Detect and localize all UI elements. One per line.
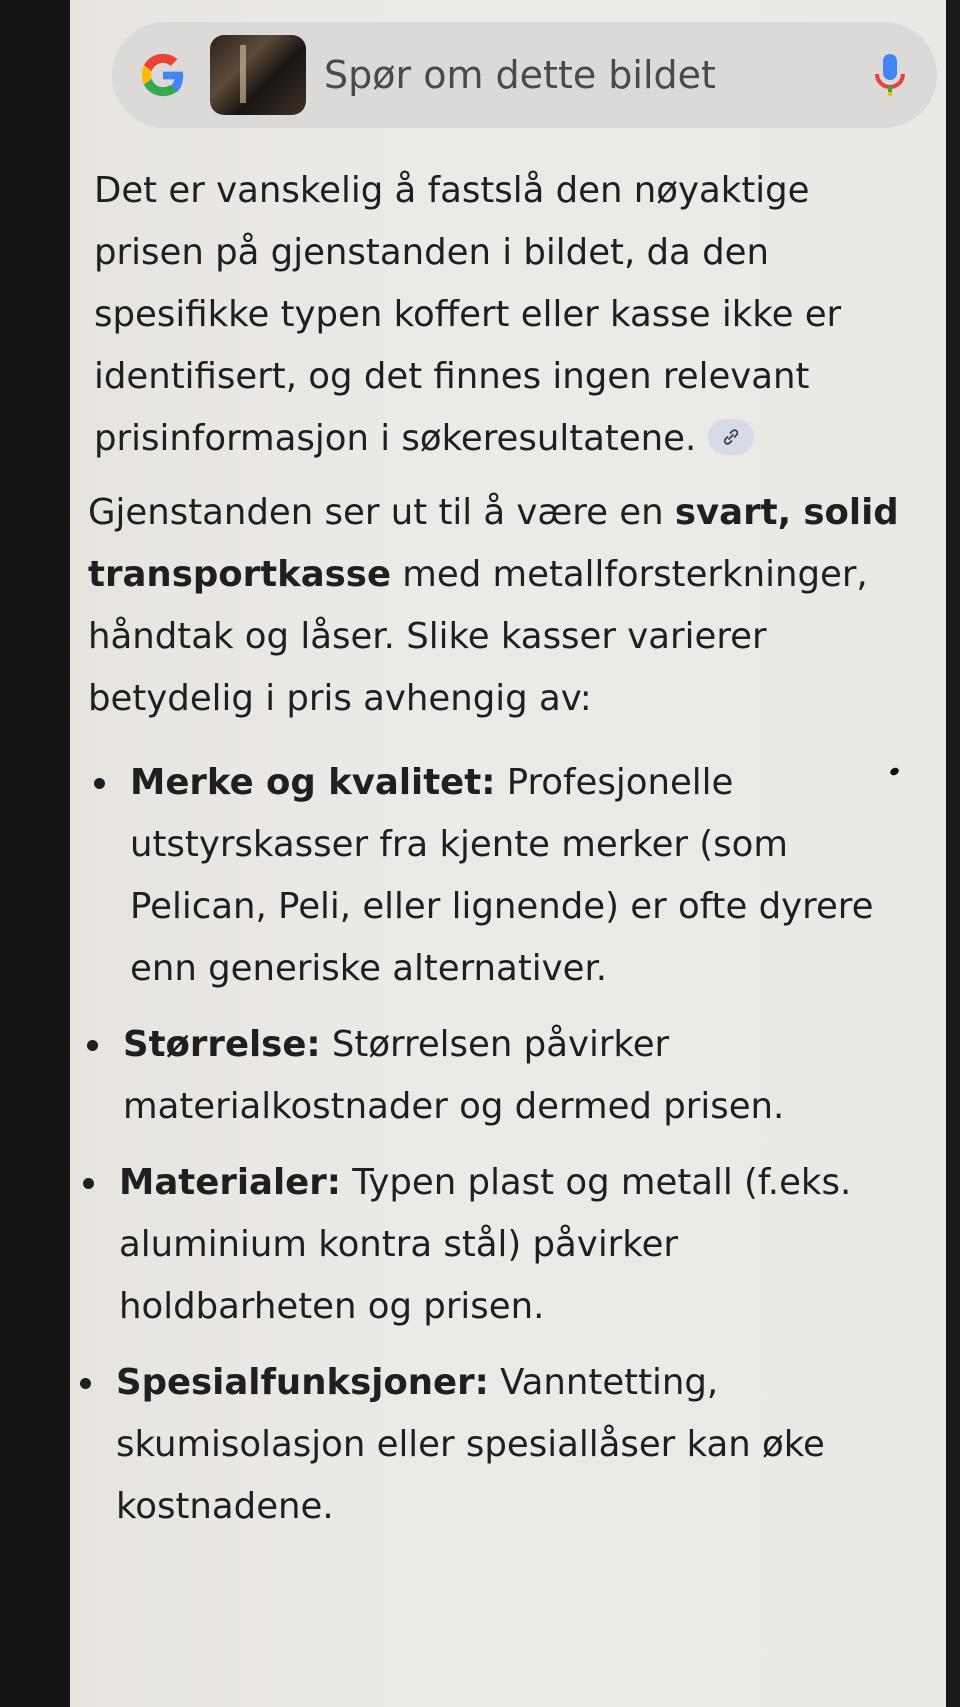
bullet-icon xyxy=(83,1178,94,1189)
microphone-icon[interactable] xyxy=(873,52,907,98)
list-item-title: Materialer: xyxy=(119,1162,341,1203)
answer-paragraph-2 xyxy=(88,482,924,730)
list-item-title: Størrelse: xyxy=(123,1024,321,1065)
answer-paragraph-1 xyxy=(94,160,924,470)
list-item-text: Profesjonelle utstyrskasser fra kjente merker (som Pelican, Peli, eller lignende) er ofte dyrere enn generiske alternativer. xyxy=(130,762,874,989)
list-item xyxy=(94,752,924,1000)
answer-paragraph-2-lead: Gjenstanden ser ut til å være en xyxy=(88,492,675,533)
source-link-chip[interactable] xyxy=(708,419,754,455)
bullet-icon xyxy=(80,1378,91,1389)
image-thumbnail[interactable] xyxy=(210,35,306,115)
search-input[interactable]: Spør om dette bildet xyxy=(324,53,716,97)
bullet-icon xyxy=(94,778,105,789)
answer-content xyxy=(88,160,924,1552)
list-item xyxy=(83,1152,924,1338)
list-item-title: Spesialfunksjoner: xyxy=(116,1362,489,1403)
link-icon xyxy=(721,427,741,447)
answer-paragraph-1-text: Det er vanskelig å fastslå den nøyaktige prisen på gjenstanden i bildet, da den spesifikke typen koffert eller kasse ikke er identifisert, og det finnes ingen relevant prisinformasjon i søkeresultatene. xyxy=(94,170,842,459)
google-logo-icon[interactable] xyxy=(140,52,186,98)
list-item-title: Merke og kvalitet: xyxy=(130,762,496,803)
bullet-icon xyxy=(87,1040,98,1051)
list-item-text: Vanntetting, skumisolasjon eller spesiallåser kan øke kostnadene. xyxy=(116,1362,825,1527)
factor-list xyxy=(94,752,924,1538)
answer-paragraph-2-tail: med metallforsterkninger, håndtak og låser. Slike kasser varierer betydelig i pris avhengig av: xyxy=(88,554,868,719)
list-item-text: Typen plast og metall (f.eks. aluminium kontra stål) påvirker holdbarheten og prisen. xyxy=(119,1162,852,1327)
list-item-text: Størrelsen påvirker materialkostnader og dermed prisen. xyxy=(123,1024,785,1127)
search-bar[interactable] xyxy=(112,22,937,128)
screen-bezel xyxy=(946,0,960,1707)
answer-paragraph-2-bold: svart, solid transportkasse xyxy=(88,492,899,595)
list-item xyxy=(80,1352,924,1538)
list-item xyxy=(87,1014,924,1138)
